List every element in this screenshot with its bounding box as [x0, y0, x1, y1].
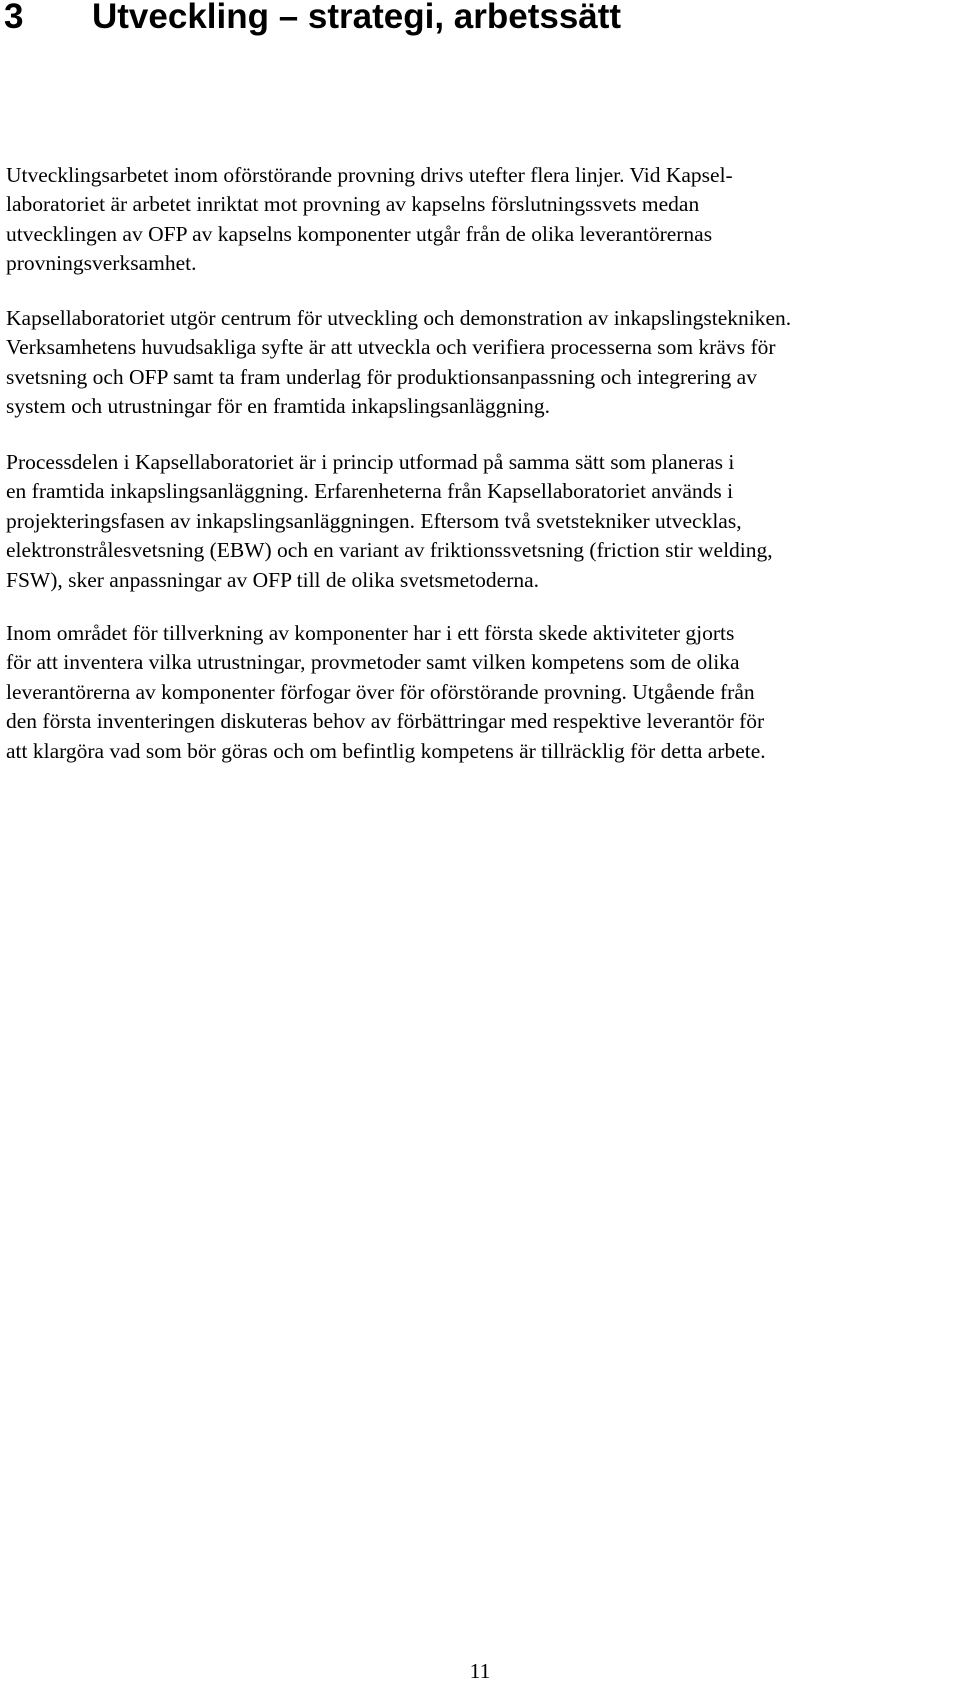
paragraph-development-lines [6, 161, 951, 279]
paragraph-capsule-laboratory [6, 304, 951, 422]
text-line: FSW), sker anpassningar av OFP till de olika svetsmetoderna. [6, 567, 540, 592]
text-line: Kapsellaboratoriet utgör centrum för utveckling och demonstration av inkapslingstekniken. [6, 306, 792, 330]
section-number: 3 [4, 0, 24, 36]
text-line: leverantörerna av komponenter förfogar över för oförstörande provning. Utgående från [6, 679, 755, 704]
text-line: provningsverksamhet. [6, 251, 197, 276]
text-line: Inom området för tillverkning av komponenter har i ett första skede aktiviteter gjorts [6, 621, 735, 645]
section-heading [4, 0, 621, 42]
paragraph-component-manufacturing [6, 619, 951, 766]
text-line: elektronstrålesvetsning (EBW) och en variant av friktionssvetsning (friction stir welding, [6, 538, 773, 563]
text-line: en framtida inkapslingsanläggning. Erfarenheterna från Kapsellaboratoriet används i [6, 479, 734, 504]
text-line: Utvecklingsarbetet inom oförstörande provning drivs utefter flera linjer. Vid Kapsel- [6, 163, 733, 187]
text-line: den första inventeringen diskuteras behov av förbättringar med respektive leverantör för [6, 709, 765, 734]
text-line: Verksamhetens huvudsakliga syfte är att utveckla och verifiera processerna som krävs för [6, 335, 776, 360]
text-line: att klargöra vad som bör göras och om befintlig kompetens är tillräcklig för detta arbete. [6, 738, 766, 763]
text-line: svetsning och OFP samt ta fram underlag för produktionsanpassning och integrering av [6, 364, 757, 389]
text-line: projekteringsfasen av inkapslingsanläggningen. Eftersom två svetstekniker utvecklas, [6, 508, 742, 533]
text-line: laboratoriet är arbetet inriktat mot provning av kapselns förslutningssvets medan [6, 192, 700, 217]
text-line: system och utrustningar för en framtida inkapslingsanläggning. [6, 394, 550, 419]
text-line: utvecklingen av OFP av kapselns komponenter utgår från de olika leverantörernas [6, 221, 713, 246]
page-number: 11 [469, 1659, 491, 1683]
paragraph-process-section [6, 448, 951, 595]
text-line: Processdelen i Kapsellaboratoriet är i princip utformad på samma sätt som planeras i [6, 450, 735, 474]
section-title: Utveckling – strategi, arbetssätt [92, 0, 622, 36]
text-line: för att inventera vilka utrustningar, provmetoder samt vilken kompetens som de olika [6, 650, 740, 675]
